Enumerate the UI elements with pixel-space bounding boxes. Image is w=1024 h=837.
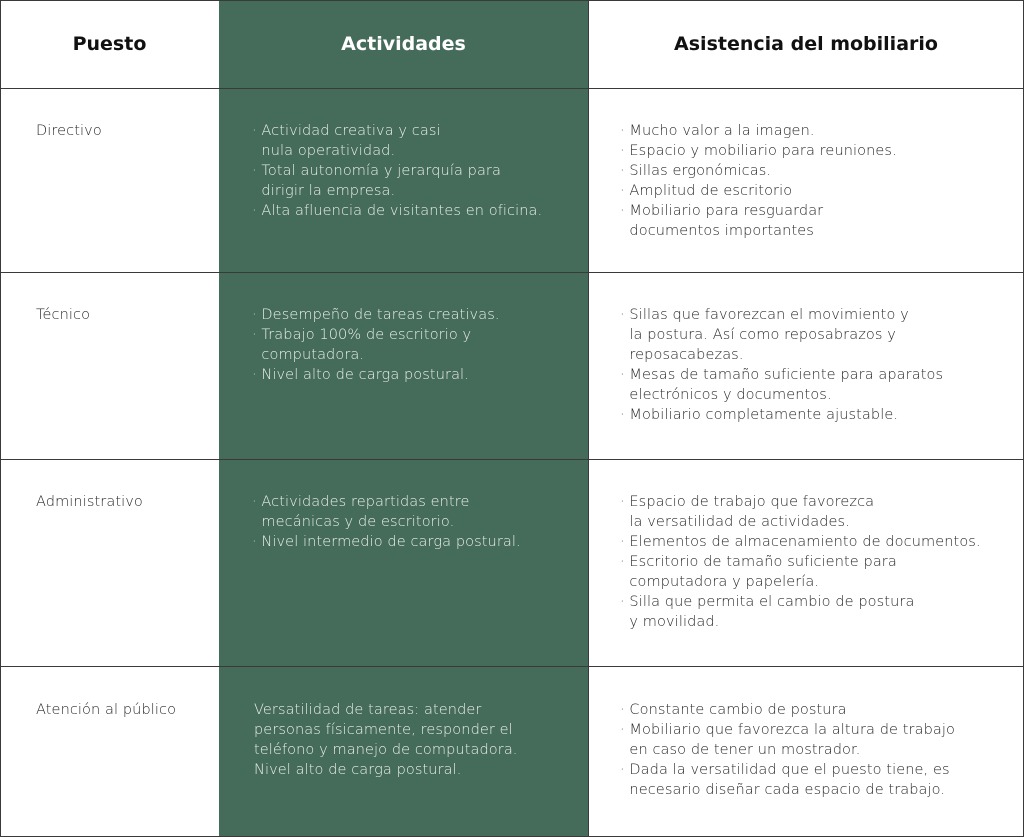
divider — [588, 0, 589, 837]
divider — [0, 459, 1024, 460]
actividades-cell — [252, 121, 542, 221]
text-line: · Actividad creativa y casi — [252, 123, 441, 139]
text-line: · Elementos de almacenamiento de documentos. — [620, 534, 981, 550]
text-line: nula operatividad. — [252, 143, 396, 159]
text-line: electrónicos y documentos. — [620, 387, 832, 403]
text-line: teléfono y manejo de computadora. — [254, 742, 518, 758]
actividades-cell — [252, 492, 521, 552]
actividades-cell — [254, 700, 518, 780]
text-line: documentos importantes — [620, 223, 814, 239]
puesto-cell: Técnico — [36, 307, 91, 323]
puesto-cell: Atención al público — [36, 702, 177, 718]
text-line: Versatilidad de tareas: atender — [254, 702, 482, 718]
puesto-cell: Directivo — [36, 123, 102, 139]
text-line: · Alta afluencia de visitantes en oficina. — [252, 203, 543, 219]
actividades-cell — [252, 305, 500, 385]
text-line: la versatilidad de actividades. — [620, 514, 850, 530]
text-line: · Nivel intermedio de carga postural. — [252, 534, 521, 550]
text-line: computadora. — [252, 347, 365, 363]
text-line: reposacabezas. — [620, 347, 744, 363]
text-line: · Mobiliario que favorezca la altura de trabajo — [620, 722, 955, 738]
text-line: · Sillas que favorezcan el movimiento y — [620, 307, 909, 323]
text-line: · Silla que permita el cambio de postura — [620, 594, 915, 610]
asistencia-cell — [620, 492, 981, 632]
asistencia-cell — [620, 305, 943, 425]
text-line: · Mucho valor a la imagen. — [620, 123, 815, 139]
text-line: · Desempeño de tareas creativas. — [252, 307, 500, 323]
text-line: · Dada la versatilidad que el puesto tiene, es — [620, 762, 950, 778]
text-line: · Mesas de tamaño suficiente para aparatos — [620, 367, 944, 383]
text-line: dirigir la empresa. — [252, 183, 396, 199]
text-line: mecánicas y de escritorio. — [252, 514, 455, 530]
header-actividades: Actividades — [341, 33, 466, 55]
text-line: personas físicamente, responder el — [254, 722, 513, 738]
text-line: · Escritorio de tamaño suficiente para — [620, 554, 897, 570]
text-line: · Amplitud de escritorio — [620, 183, 793, 199]
asistencia-cell — [620, 121, 897, 241]
divider — [0, 666, 1024, 667]
header-asistencia: Asistencia del mobiliario — [674, 33, 938, 55]
text-line: en caso de tener un mostrador. — [620, 742, 861, 758]
text-line: · Trabajo 100% de escritorio y — [252, 327, 472, 343]
divider — [0, 0, 1, 837]
text-line: y movilidad. — [620, 614, 720, 630]
text-line: · Espacio de trabajo que favorezca — [620, 494, 875, 510]
text-line: Nivel alto de carga postural. — [254, 762, 462, 778]
asistencia-cell — [620, 700, 955, 800]
text-line: · Nivel alto de carga postural. — [252, 367, 469, 383]
divider — [0, 0, 1024, 1]
text-line: necesario diseñar cada espacio de trabajo. — [620, 782, 946, 798]
divider — [0, 88, 1024, 89]
text-line: · Total autonomía y jerarquía para — [252, 163, 501, 179]
divider — [0, 272, 1024, 273]
text-line: · Espacio y mobiliario para reuniones. — [620, 143, 897, 159]
text-line: computadora y papelería. — [620, 574, 820, 590]
text-line: · Constante cambio de postura — [620, 702, 847, 718]
text-line: · Mobiliario para resguardar — [620, 203, 824, 219]
text-line: · Actividades repartidas entre — [252, 494, 470, 510]
text-line: · Sillas ergonómicas. — [620, 163, 772, 179]
text-line: · Mobiliario completamente ajustable. — [620, 407, 899, 423]
puesto-cell: Administrativo — [36, 494, 143, 510]
text-line: la postura. Así como reposabrazos y — [620, 327, 896, 343]
header-puesto: Puesto — [72, 33, 147, 55]
